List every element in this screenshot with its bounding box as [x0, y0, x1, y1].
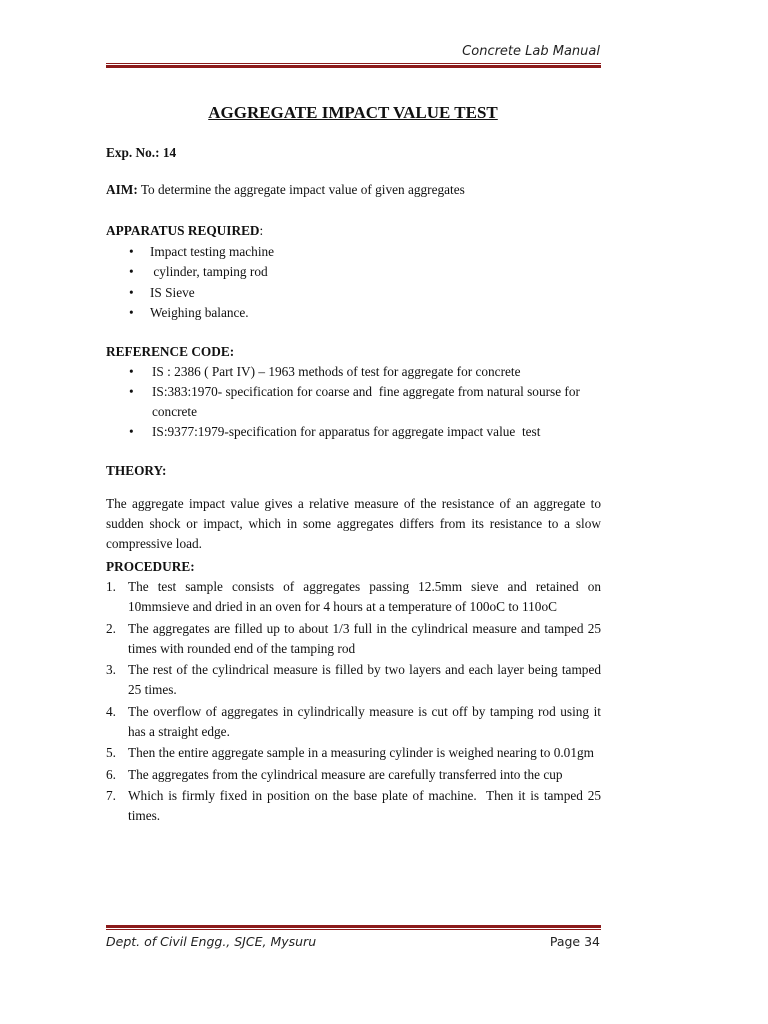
procedure-heading: PROCEDURE:	[106, 559, 195, 574]
step-number: 3.	[106, 662, 116, 677]
reference-code-item: • IS : 2386 ( Part IV) – 1963 methods of test for aggregate for concrete	[106, 362, 601, 382]
step-text: Which is firmly fixed in position on the base plate of machine. Then it is tamped 25 times.	[128, 788, 605, 823]
step-text: Then the entire aggregate sample in a measuring cylinder is weighed nearing to 0.01gm	[128, 745, 594, 760]
step-number: 1.	[106, 579, 116, 594]
theory-text: The aggregate impact value gives a relative measure of the resistance of an aggregate to sudden shock or impact, which in some aggregates differs from its resistance to a slow compressive load.	[106, 496, 601, 552]
reference-code-section	[106, 342, 601, 442]
theory-section	[106, 461, 601, 568]
aim-label: AIM:	[106, 182, 138, 197]
procedure-steps	[106, 577, 605, 826]
step-number: 4.	[106, 703, 116, 719]
procedure-step	[106, 577, 601, 617]
apparatus-section	[106, 221, 601, 324]
step-number: 7.	[106, 788, 116, 803]
apparatus-heading: APPARATUS REQUIRED	[106, 223, 260, 238]
step-text: The test sample consists of aggregates passing 12.5mm sieve and retained on 10mmsieve and dried in an oven for 4 hours at a temperature of 100oC to 110oC	[128, 579, 601, 614]
procedure-step	[106, 619, 601, 659]
header-rule-thin	[106, 63, 601, 64]
aim-line	[106, 182, 465, 198]
reference-code-item: • IS:9377:1979-specification for apparatus for aggregate impact value test	[106, 422, 601, 442]
apparatus-heading-colon: :	[259, 223, 264, 238]
step-text: The overflow of aggregates in cylindrically measure is cut off by tamping rod using it has a straight edge.	[128, 703, 601, 739]
procedure-step	[106, 743, 601, 763]
apparatus-item: • Impact testing machine	[106, 242, 601, 263]
header-rule	[106, 63, 601, 68]
header-rule-thick	[106, 65, 601, 68]
step-text: The aggregates are filled up to about 1/3 full in the cylindrical measure and tamped 25 times with rounded end of the tamping rod	[128, 620, 601, 656]
theory-heading: THEORY:	[106, 463, 167, 478]
experiment-number: Exp. No.: 14	[106, 145, 177, 160]
reference-code-list	[106, 362, 601, 442]
procedure-section	[106, 557, 605, 828]
step-number: 2.	[106, 620, 116, 636]
apparatus-list	[106, 242, 601, 324]
apparatus-item: • cylinder, tamping rod	[106, 262, 601, 283]
procedure-step	[106, 702, 601, 742]
footer-rule	[106, 925, 601, 930]
apparatus-item: • IS Sieve	[106, 283, 601, 304]
page-title: AGGREGATE IMPACT VALUE TEST	[208, 103, 498, 122]
reference-code-heading: REFERENCE CODE:	[106, 344, 235, 359]
step-number: 5.	[106, 745, 116, 760]
footer-rule-thin	[106, 929, 601, 930]
footer-page-number: Page 34	[549, 934, 600, 949]
aim-text: To determine the aggregate impact value of given aggregates	[137, 182, 465, 197]
apparatus-item: • Weighing balance.	[106, 303, 601, 324]
header-manual-title: Concrete Lab Manual	[462, 44, 600, 59]
footer-rule-thick	[106, 925, 601, 928]
step-text: The aggregates from the cylindrical measure are carefully transferred into the cup	[128, 766, 563, 782]
reference-code-item: • IS:383:1970- specification for coarse and fine aggregate from natural sourse for concrete	[106, 382, 601, 422]
step-text: The rest of the cylindrical measure is filled by two layers and each layer being tamped 25 times.	[128, 662, 601, 697]
procedure-step	[106, 660, 601, 700]
procedure-step	[106, 786, 605, 826]
step-number: 6.	[106, 766, 116, 782]
procedure-step	[106, 765, 601, 785]
footer-department: Dept. of Civil Engg., SJCE, Mysuru	[106, 934, 317, 949]
